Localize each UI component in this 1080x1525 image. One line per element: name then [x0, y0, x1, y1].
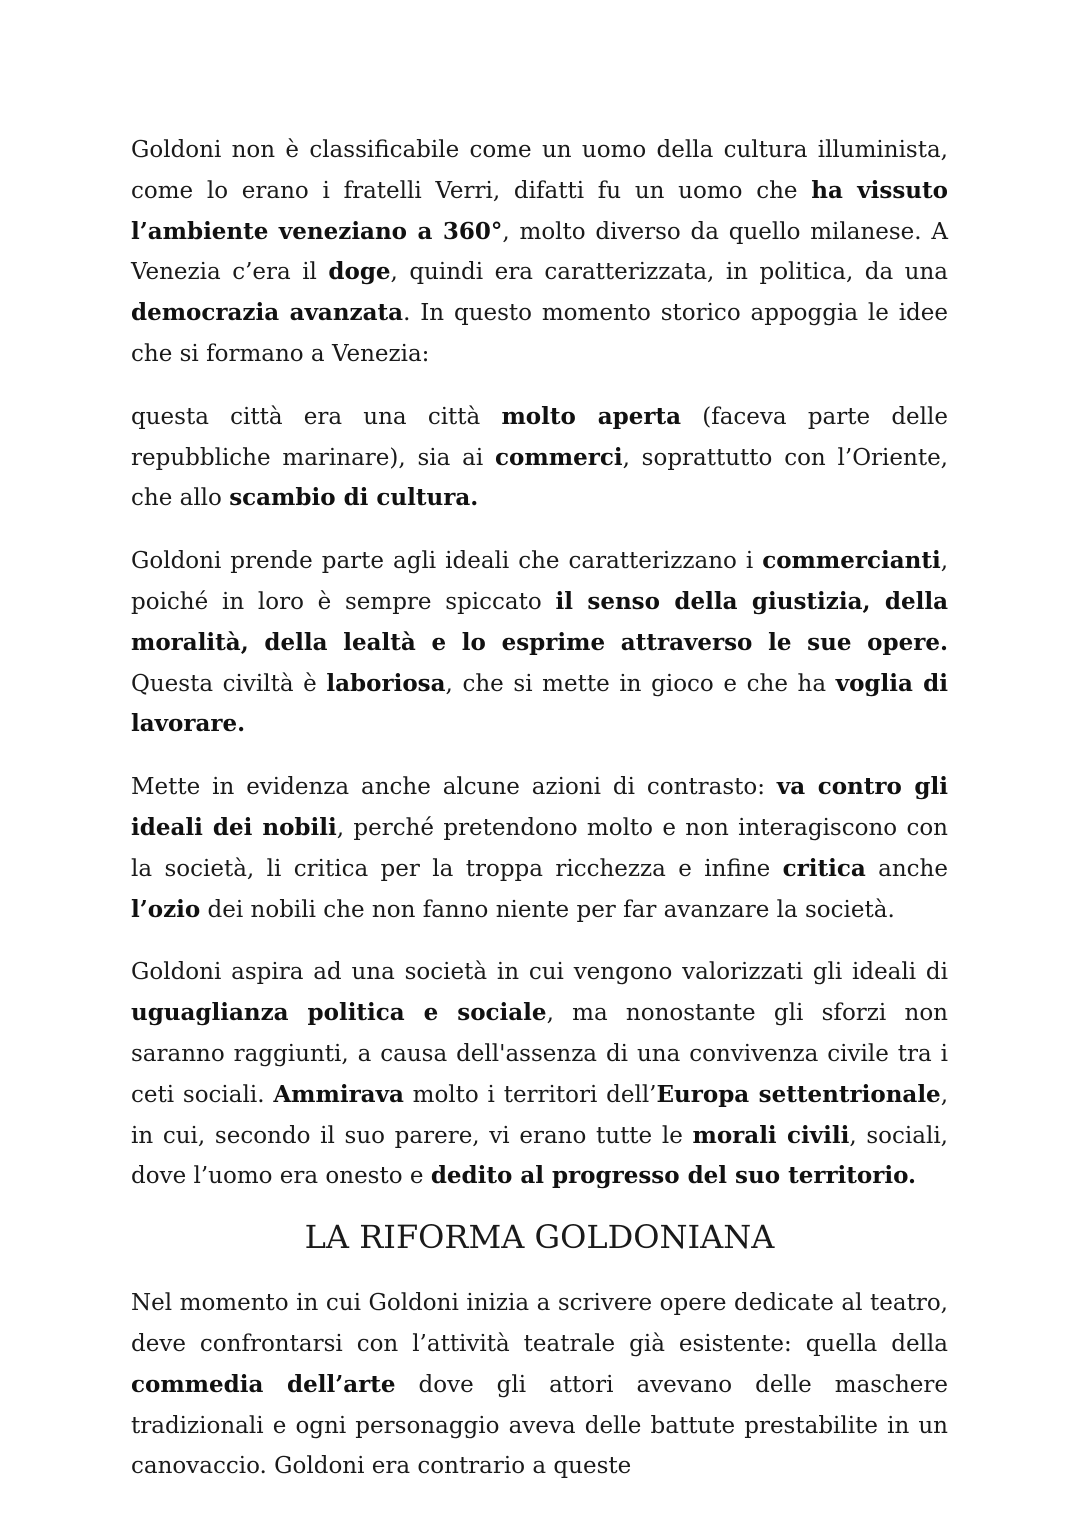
paragraph-commedia-arte: [131, 1283, 948, 1487]
paragraph-citta-aperta: [131, 397, 948, 519]
text-segment: , perché pretendono molto e non interagiscono con la società, li critica per la troppa ricchezza e infine: [131, 814, 948, 882]
section-heading: LA RIFORMA GOLDONIANA: [304, 1218, 775, 1257]
bold-segment: laboriosa: [326, 669, 446, 697]
text-segment: Goldoni prende parte agli ideali che caratterizzano i: [131, 548, 763, 575]
bold-segment: l’ozio: [131, 895, 201, 923]
paragraph-commercianti: [131, 541, 948, 745]
text-segment: , quindi era caratterizzata, in politica, da una: [390, 259, 948, 286]
text-segment: , che si mette in gioco e che ha: [445, 670, 836, 697]
bold-segment: scambio di cultura.: [229, 484, 479, 512]
text-segment: , molto diverso da quello milanese. A Venezia c’era il: [131, 218, 949, 286]
text-segment: anche: [865, 855, 948, 882]
bold-segment: va contro gli ideali dei nobili: [131, 773, 948, 841]
text-segment: questa città era una città: [131, 403, 502, 430]
paragraph-contrasto: [131, 767, 948, 930]
bold-segment: il senso della giustizia, della moralità, della lealtà e lo esprime attraverso le sue opere.: [131, 587, 948, 656]
bold-segment: critica: [782, 854, 866, 882]
text-segment: , ma nonostante gli sforzi non saranno raggiunti, a causa dell'assenza di una convivenza civile tra i ceti sociali.: [131, 1000, 948, 1108]
bold-segment: commedia dell’arte: [131, 1370, 396, 1398]
bold-segment: uguaglianza politica e sociale: [131, 999, 547, 1027]
bold-segment: voglia di lavorare.: [131, 669, 949, 738]
bold-segment: Ammirava: [273, 1080, 404, 1108]
bold-segment: ha vissuto l’ambiente veneziano a 360°: [131, 176, 948, 245]
text-segment: molto i territori dell’: [403, 1081, 657, 1108]
text-segment: Nel momento in cui Goldoni inizia a scrivere opere dedicate al teatro, deve confrontarsi con l’attività teatrale già esistente: quella della: [131, 1290, 948, 1357]
bold-segment: commerci: [495, 443, 623, 471]
text-segment: (faceva parte delle repubbliche marinare), sia ai: [131, 403, 948, 471]
text-segment: , in cui, secondo il suo parere, vi erano tutte le: [131, 1081, 948, 1149]
bold-segment: dedito al progresso del suo territorio.: [430, 1162, 917, 1190]
document-page: [131, 130, 948, 1509]
paragraph-uguaglianza: [131, 952, 948, 1197]
bold-segment: doge: [328, 258, 391, 286]
text-segment: dei nobili che non fanno niente per far avanzare la società.: [200, 896, 895, 923]
bold-segment: molto aperta: [501, 402, 682, 430]
bold-segment: Europa settentrionale: [656, 1080, 941, 1108]
text-segment: , sociali, dove l’uomo era onesto e: [131, 1122, 948, 1190]
bold-segment: democrazia avanzata: [131, 299, 404, 327]
text-segment: Mette in evidenza anche alcune azioni di contrasto:: [131, 774, 777, 801]
text-segment: Questa civiltà è: [131, 670, 327, 697]
bold-segment: commercianti: [762, 547, 941, 575]
text-segment: dove gli attori avevano delle maschere tradizionali e ogni personaggio aveva delle battute prestabilite in un canovaccio. Goldoni era contrario a queste: [131, 1371, 948, 1480]
text-segment: . In questo momento storico appoggia le idee che si formano a Venezia:: [131, 300, 949, 367]
text-segment: , soprattutto con l’Oriente, che allo: [131, 444, 948, 512]
text-segment: , poiché in loro è sempre spiccato: [131, 548, 948, 615]
bold-segment: morali civili: [692, 1121, 850, 1149]
text-segment: Goldoni non è classificabile come un uomo della cultura illuminista, come lo erano i fratelli Verri, difatti fu un uomo che: [131, 137, 948, 204]
text-segment: Goldoni aspira ad una società in cui vengono valorizzati gli ideali di: [131, 959, 948, 986]
paragraph-goldoni-venezia: [131, 130, 948, 375]
